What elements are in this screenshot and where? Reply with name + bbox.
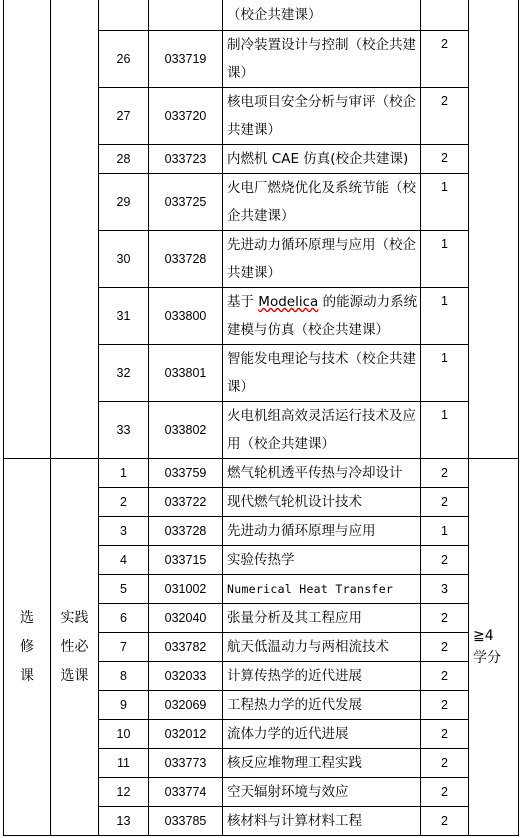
course-code: 033801 [149, 345, 223, 402]
subcategory-cell-top [51, 0, 99, 459]
row-number: 30 [99, 231, 149, 288]
course-name: 燃气轮机透平传热与冷却设计 [223, 459, 421, 488]
row-number: 3 [99, 517, 149, 546]
course-name: Numerical Heat Transfer [223, 575, 421, 604]
credit: 2 [421, 31, 469, 88]
course-name: 航天低温动力与两相流技术 [223, 633, 421, 662]
course-name: 计算传热学的近代进展 [223, 662, 421, 691]
course-code: 031002 [149, 575, 223, 604]
course-name: 火电机组高效灵活运行技术及应用（校企共建课） [223, 402, 421, 459]
course-name: 先进动力循环原理与应用（校企共建课） [223, 231, 421, 288]
credit: 2 [421, 778, 469, 807]
course-code: 032012 [149, 720, 223, 749]
category-cell-top [4, 0, 51, 459]
course-code: 033785 [149, 807, 223, 836]
course-code: 033728 [149, 517, 223, 546]
credit: 2 [421, 459, 469, 488]
credit: 2 [421, 662, 469, 691]
credit: 2 [421, 633, 469, 662]
credit-requirement: ≧4 学分 [473, 628, 501, 666]
course-name: 实验传热学 [223, 546, 421, 575]
course-name: 制冷装置设计与控制（校企共建课） [223, 31, 421, 88]
row-number: 5 [99, 575, 149, 604]
course-code: 033728 [149, 231, 223, 288]
course-name: 工程热力学的近代发展 [223, 691, 421, 720]
course-name: 核反应堆物理工程实践 [223, 749, 421, 778]
credit: 2 [421, 749, 469, 778]
credit: 1 [421, 402, 469, 459]
row-number: 29 [99, 174, 149, 231]
credit: 1 [421, 345, 469, 402]
credit: 2 [421, 88, 469, 145]
requirement-cell-top [469, 0, 519, 459]
credit: 1 [421, 517, 469, 546]
row-number: 12 [99, 778, 149, 807]
course-code: 032069 [149, 691, 223, 720]
course-name: 张量分析及其工程应用 [223, 604, 421, 633]
course-name: （校企共建课） [223, 0, 421, 31]
row-number: 6 [99, 604, 149, 633]
row-number: 11 [99, 749, 149, 778]
row-number: 27 [99, 88, 149, 145]
requirement-cell [469, 459, 519, 836]
table-row [4, 459, 519, 488]
course-name: 现代燃气轮机设计技术 [223, 488, 421, 517]
course-name: 核材料与计算材料工程 [223, 807, 421, 836]
credit: 2 [421, 145, 469, 174]
course-code: 033725 [149, 174, 223, 231]
row-number: 1 [99, 459, 149, 488]
course-code: 032040 [149, 604, 223, 633]
row-number: 26 [99, 31, 149, 88]
category-label: 选 修 课 [20, 609, 34, 684]
course-code: 033800 [149, 288, 223, 345]
course-name: 火电厂燃烧优化及系统节能（校企共建课） [223, 174, 421, 231]
row-number: 32 [99, 345, 149, 402]
spellcheck-marked-word: Modelica [258, 294, 319, 310]
row-number: 4 [99, 546, 149, 575]
course-code: 033723 [149, 145, 223, 174]
credit: 1 [421, 174, 469, 231]
row-number: 10 [99, 720, 149, 749]
course-name-suffix: 的能源动力系统建模与仿真（校企共建课） [227, 294, 418, 338]
course-code: 033715 [149, 546, 223, 575]
credit: 2 [421, 720, 469, 749]
course-name: 智能发电理论与技术（校企共建课） [223, 345, 421, 402]
course-code: 032033 [149, 662, 223, 691]
course-code: 033722 [149, 488, 223, 517]
course-table [3, 0, 519, 836]
credit [421, 0, 469, 31]
row-number: 8 [99, 662, 149, 691]
row-number: 28 [99, 145, 149, 174]
course-code: 033802 [149, 402, 223, 459]
course-name: 流体力学的近代进展 [223, 720, 421, 749]
subcategory-label: 实践 性必 选课 [60, 609, 89, 684]
row-number: 33 [99, 402, 149, 459]
course-code [149, 0, 223, 31]
course-name: 空天辐射环境与效应 [223, 778, 421, 807]
subcategory-cell [51, 459, 99, 836]
row-number: 13 [99, 807, 149, 836]
credit: 2 [421, 546, 469, 575]
credit: 1 [421, 288, 469, 345]
course-name: 核电项目安全分析与审评（校企共建课） [223, 88, 421, 145]
course-name-prefix: 基于 [227, 294, 259, 310]
credit: 2 [421, 488, 469, 517]
course-code: 033782 [149, 633, 223, 662]
row-number: 9 [99, 691, 149, 720]
course-code: 033720 [149, 88, 223, 145]
course-name: 先进动力循环原理与应用 [223, 517, 421, 546]
row-number [99, 0, 149, 31]
credit: 2 [421, 691, 469, 720]
course-code: 033759 [149, 459, 223, 488]
credit: 3 [421, 575, 469, 604]
row-number: 31 [99, 288, 149, 345]
course-code: 033719 [149, 31, 223, 88]
credit: 2 [421, 807, 469, 836]
table-row [4, 0, 519, 31]
course-name [223, 288, 421, 345]
category-cell [4, 459, 51, 836]
row-number: 2 [99, 488, 149, 517]
credit: 1 [421, 231, 469, 288]
course-name: 内燃机 CAE 仿真(校企共建课) [223, 145, 421, 174]
course-code: 033773 [149, 749, 223, 778]
credit: 2 [421, 604, 469, 633]
row-number: 7 [99, 633, 149, 662]
course-code: 033774 [149, 778, 223, 807]
